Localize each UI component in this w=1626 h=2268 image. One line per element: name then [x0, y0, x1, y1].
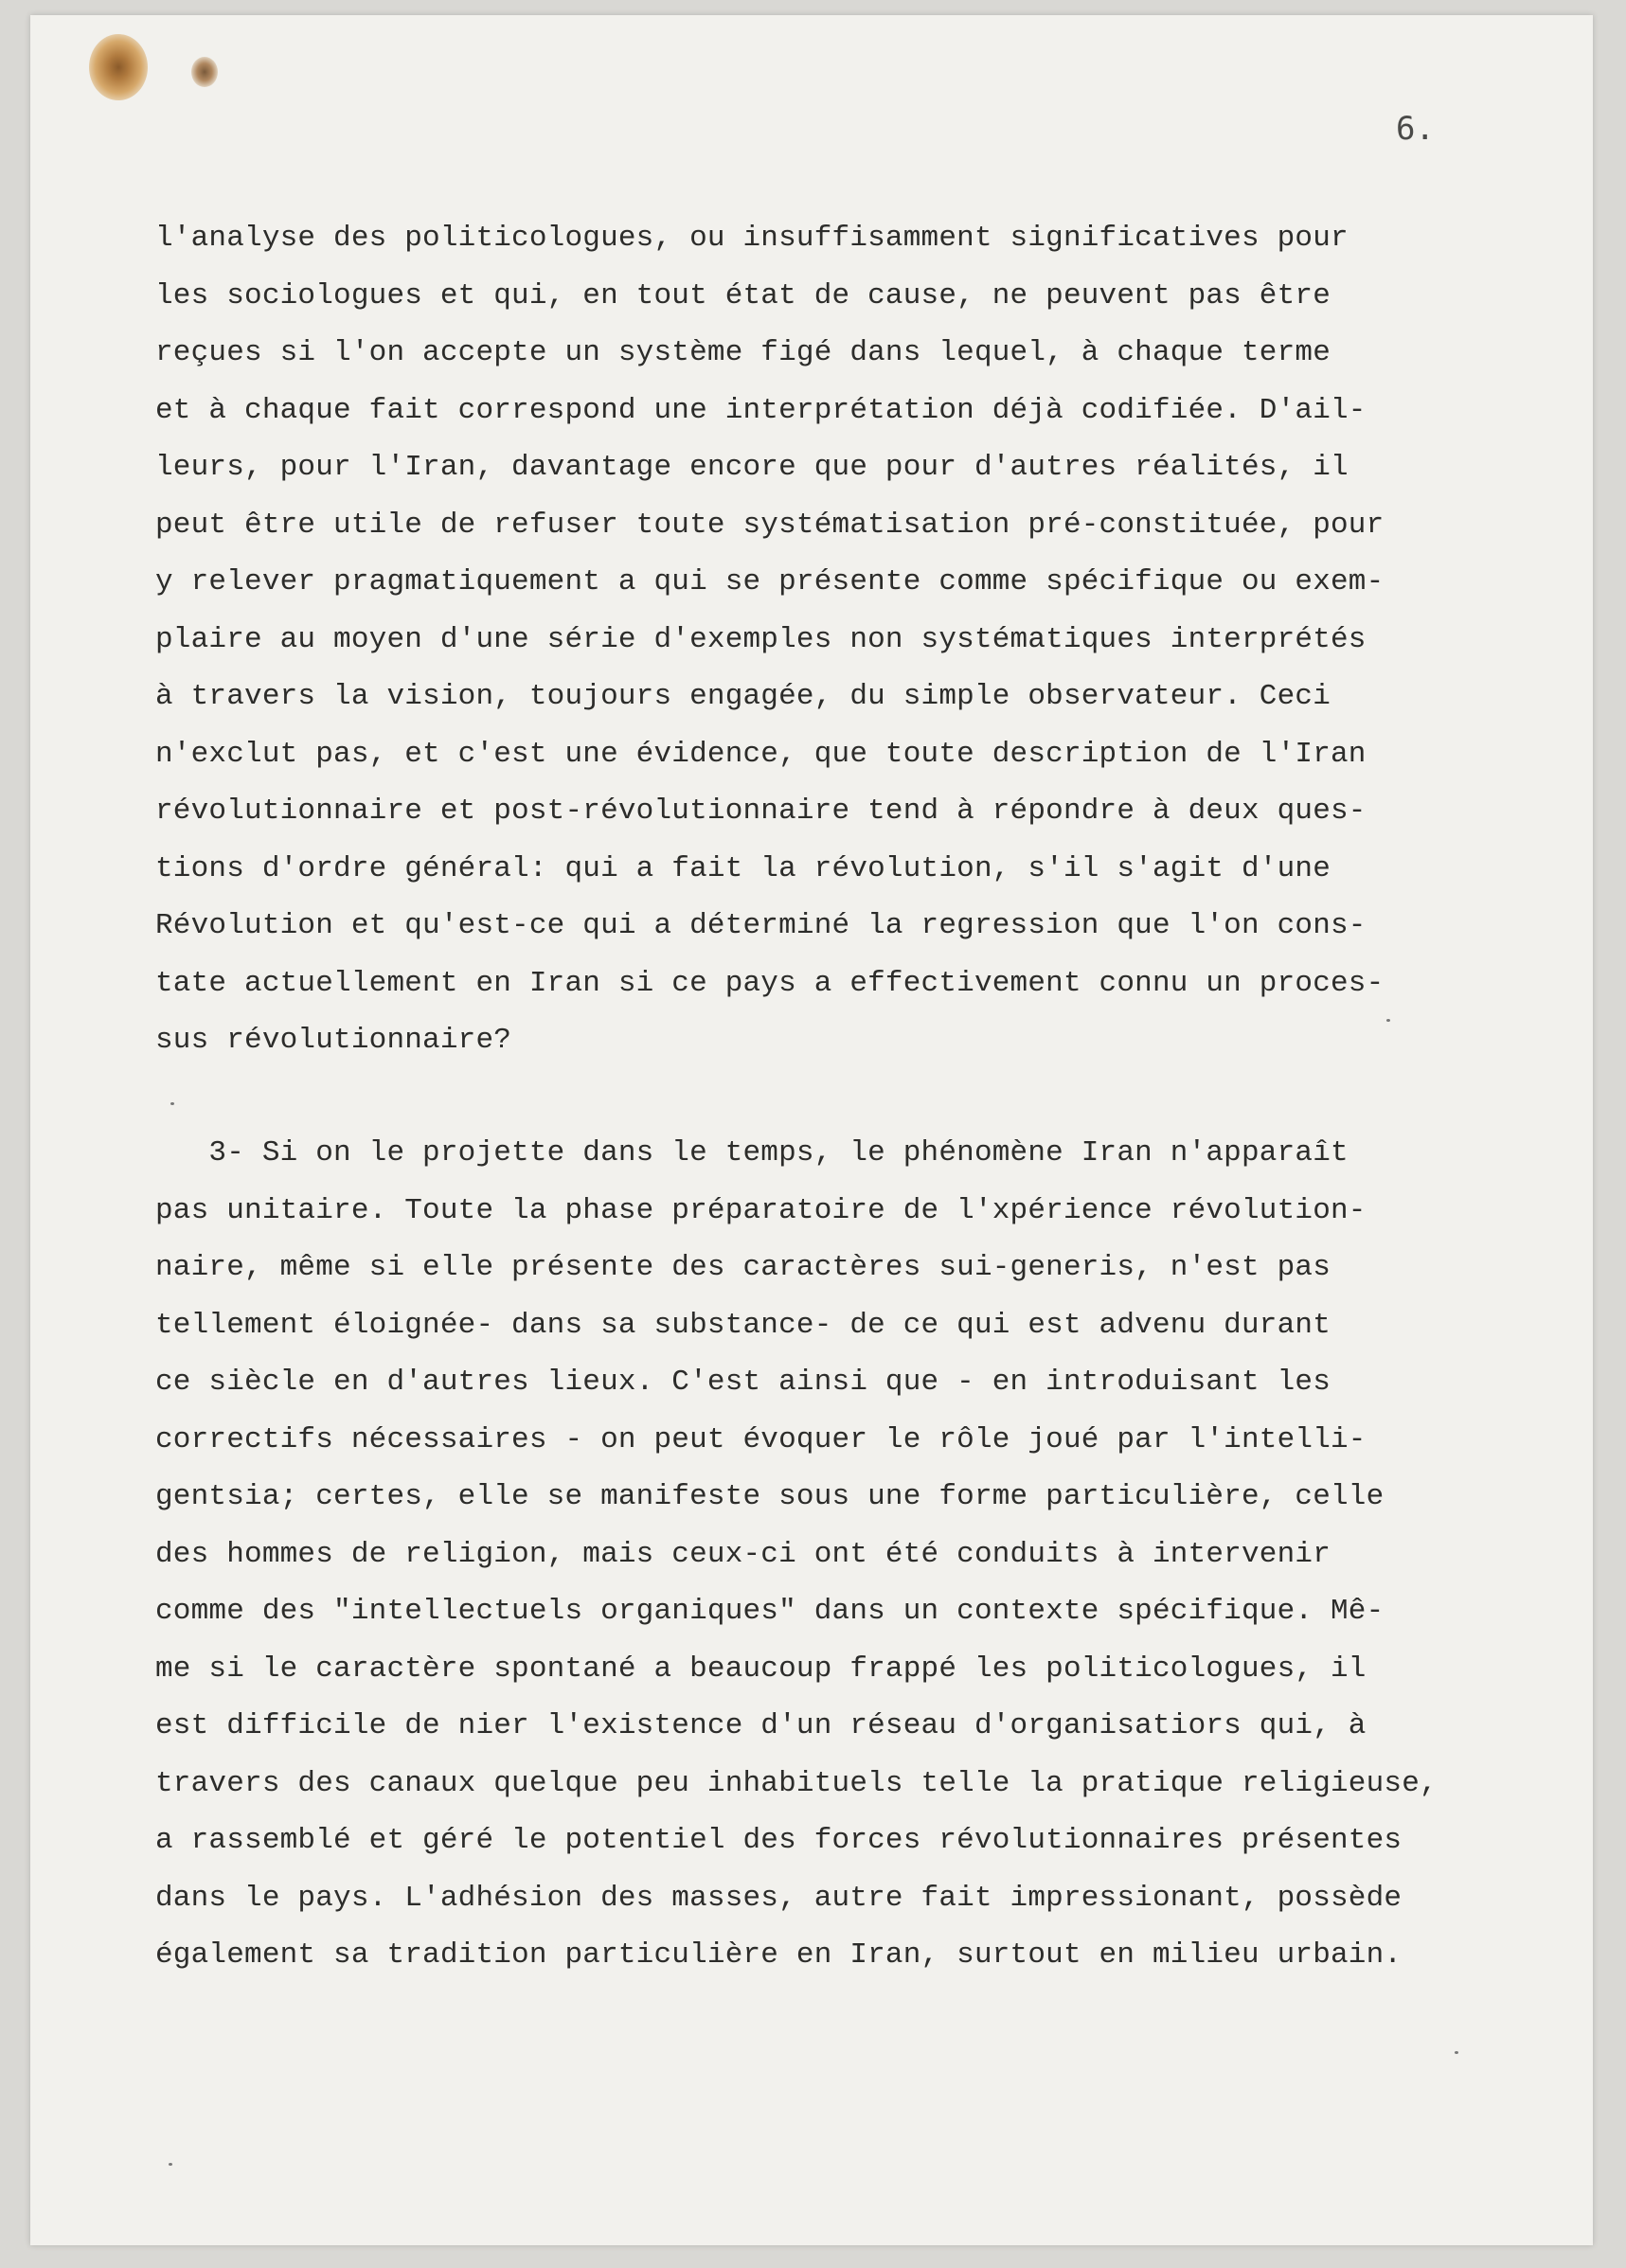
text-line: tions d'ordre général: qui a fait la révolution, s'il s'agit d'une: [155, 851, 1331, 885]
text-line: naire, même si elle présente des caractères sui-generis, n'est pas: [155, 1251, 1331, 1284]
text-line: Révolution et qu'est-ce qui a déterminé la regression que l'on cons-: [155, 909, 1367, 942]
text-line: pas unitaire. Toute la phase préparatoire de l'xpérience révolution-: [155, 1193, 1367, 1227]
text-line: n'exclut pas, et c'est une évidence, que toute description de l'Iran: [155, 737, 1367, 771]
text-line: leurs, pour l'Iran, davantage encore que pour d'autres réalités, il: [155, 451, 1349, 484]
speck-mark: [170, 1102, 174, 1105]
text-line: plaire au moyen d'une série d'exemples non systématiques interprétés: [155, 622, 1367, 656]
text-line: tellement éloignée- dans sa substance- de ce qui est advenu durant: [155, 1308, 1331, 1342]
text-line: gentsia; certes, elle se manifeste sous une forme particulière, celle: [155, 1480, 1385, 1513]
text-line: l'analyse des politicologues, ou insuffisamment significatives pour: [155, 222, 1349, 255]
text-line: les sociologues et qui, en tout état de cause, ne peuvent pas être: [155, 278, 1331, 313]
text-line: également sa tradition particulière en Iran, surtout en milieu urbain.: [155, 1938, 1403, 1972]
text-line: peut être utile de refuser toute systématisation pré-constituée, pour: [155, 508, 1385, 542]
text-line: me si le caractère spontané a beaucoup frappé les politicologues, il: [155, 1652, 1367, 1686]
text-line: correctifs nécessaires - on peut évoquer le rôle joué par l'intelli-: [155, 1422, 1367, 1456]
text-line: reçues si l'on accepte un système figé dans lequel, à chaque terme: [155, 336, 1331, 369]
text-line: a rassemblé et géré le potentiel des forces révolutionnaires présentes: [155, 1824, 1403, 1857]
speck-mark: [169, 2163, 172, 2166]
text-line: y relever pragmatiquement a qui se présente comme spécifique ou exem-: [155, 565, 1385, 598]
text-line: révolutionnaire et post-révolutionnaire tend à répondre à deux ques-: [155, 795, 1367, 828]
paragraph-1: [155, 210, 1384, 1070]
stain-mark: [191, 57, 218, 87]
text-line: des hommes de religion, mais ceux-ci ont été conduits à intervenir: [155, 1537, 1331, 1571]
text-line: à travers la vision, toujours engagée, du simple observateur. Ceci: [155, 680, 1331, 713]
text-line: dans le pays. L'adhésion des masses, autre fait impressionant, possède: [155, 1881, 1403, 1915]
text-line: et à chaque fait correspond une interprétation déjà codifiée. D'ail-: [155, 393, 1367, 427]
text-line: ce siècle en d'autres lieux. C'est ainsi que - en introduisant les: [155, 1366, 1331, 1399]
text-line: comme des "intellectuels organiques" dans un contexte spécifique. Mê-: [155, 1595, 1385, 1628]
text-line: est difficile de nier l'existence d'un réseau d'organisatiors qui, à: [155, 1709, 1367, 1742]
speck-mark: [1455, 2051, 1458, 2054]
text-line: tate actuellement en Iran si ce pays a effectivement connu un proces-: [155, 966, 1385, 1000]
text-line: travers des canaux quelque peu inhabituels telle la pratique religieuse,: [155, 1766, 1438, 1800]
stain-mark: [89, 34, 148, 100]
paragraph-2: [155, 1125, 1438, 1985]
typed-page: [30, 15, 1593, 2245]
speck-mark: [1386, 1019, 1390, 1022]
text-line: sus révolutionnaire?: [155, 1024, 512, 1057]
text-line: 3- Si on le projette dans le temps, le phénomène Iran n'apparaît: [155, 1136, 1349, 1170]
page-number: 6.: [1396, 110, 1435, 148]
